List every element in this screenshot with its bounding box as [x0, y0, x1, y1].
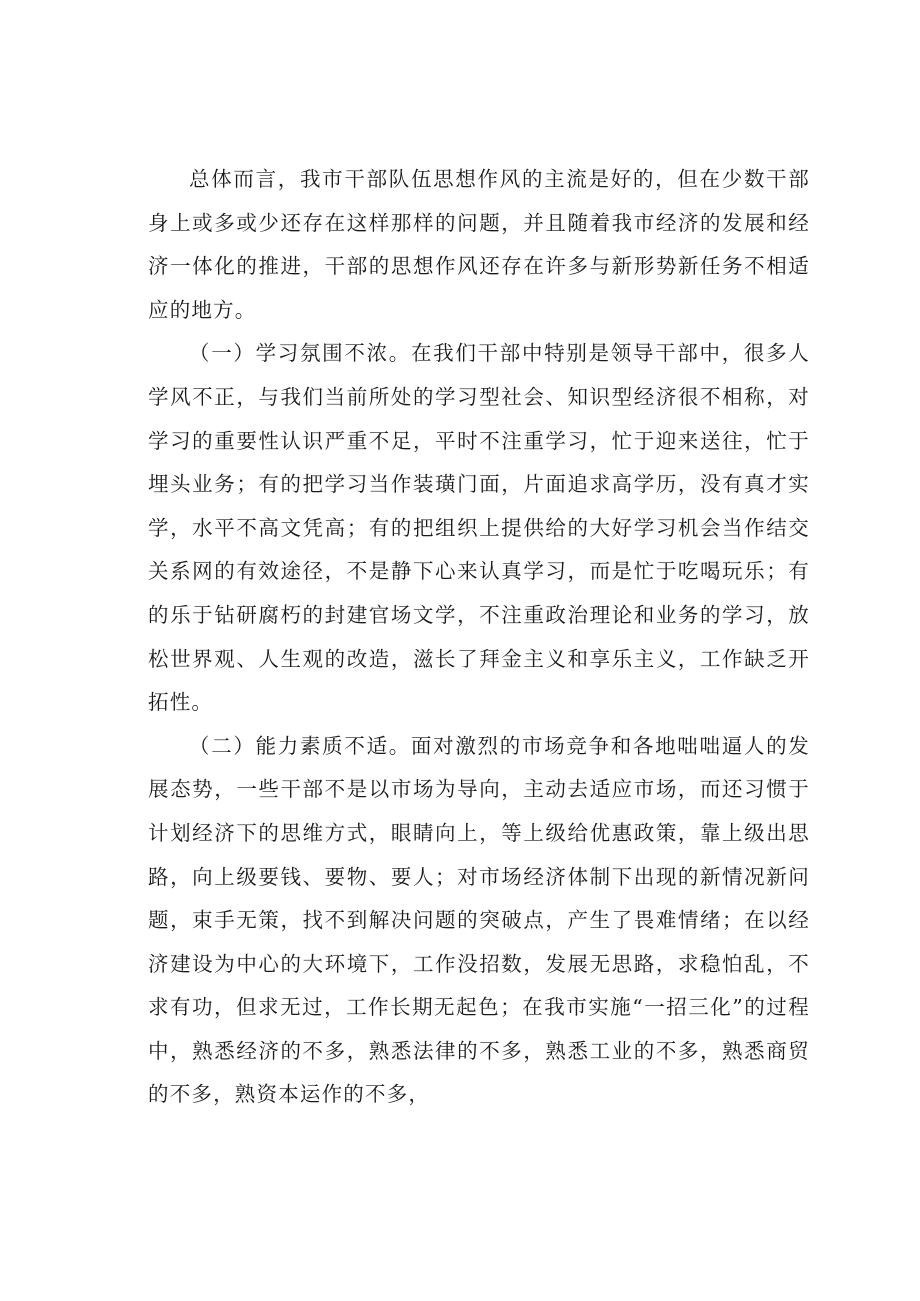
document-body [148, 158, 810, 1117]
paragraph-summary: 总体而言，我市干部队伍思想作风的主流是好的，但在少数干部身上或多或少还存在这样那样的问题，并且随着我市经济的发展和经济一体化的推进，干部的思想作风还存在许多与新形势新任务不相适应的地方。 [148, 167, 810, 322]
paragraph-study-atmosphere: （一）学习氛围不浓。在我们干部中特别是领导干部中，很多人学风不正，与我们当前所处的学习型社会、知识型经济很不相称，对学习的重要性认识严重不足，平时不注重学习，忙于迎来送往，忙于埋头业务；有的把学习当作装璜门面，片面追求高学历，没有真才实学，水平不高文凭高；有的把组织上提供给的大好学习机会当作结交关系网的有效途径，不是静下心来认真学习，而是忙于吃喝玩乐；有的乐于钻研腐朽的封建官场文学，不注重政治理论和业务的学习，放松世界观、人生观的改造，滋长了拜金主义和享乐主义，工作缺乏开拓性。 [148, 341, 810, 715]
paragraph-ability-quality: （二）能力素质不适。面对激烈的市场竞争和各地咄咄逼人的发展态势，一些干部不是以市场为导向，主动去适应市场，而还习惯于计划经济下的思维方式，眼睛向上，等上级给优惠政策，靠上级出思路，向上级要钱、要物、要人；对市场经济体制下出现的新情况新问题，束手无策，找不到解决问题的突破点，产生了畏难情绪；在以经济建设为中心的大环境下，工作没招数，发展无思路，求稳怕乱，不求有功，但求无过，工作长期无起色；在我市实施“一招三化”的过程中，熟悉经济的不多，熟悉法律的不多，熟悉工业的不多，熟悉商贸的不多，熟资本运作的不多， [148, 733, 810, 1107]
